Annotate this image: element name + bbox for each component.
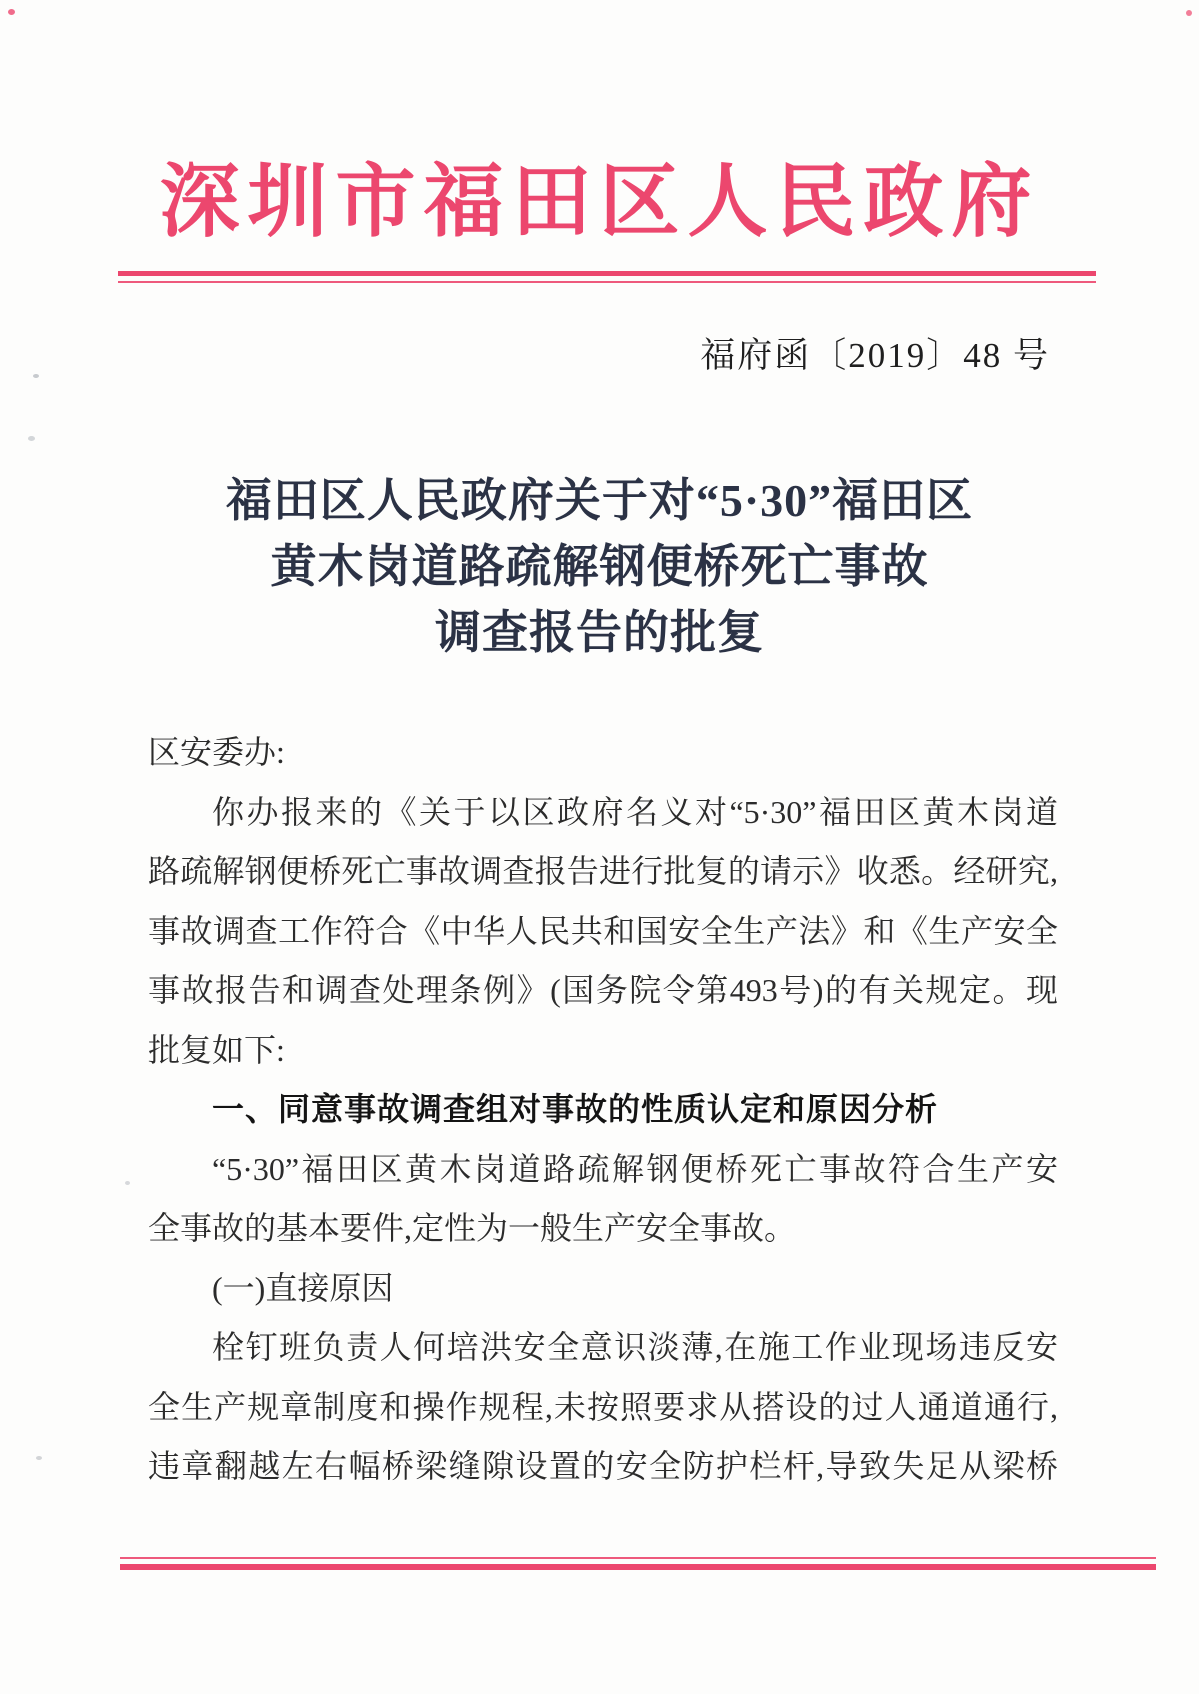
body-line: 栓钉班负责人何培洪安全意识淡薄,在施工作业现场违反安	[212, 1329, 1058, 1365]
letterhead-rule-thin	[118, 281, 1096, 283]
body-line: 事故调查工作符合《中华人民共和国安全生产法》和《生产安全	[148, 912, 1058, 949]
scan-artifact	[8, 9, 15, 15]
doc-title	[50, 468, 1149, 666]
scan-artifact	[33, 374, 39, 378]
footer-rule-thick	[120, 1564, 1156, 1570]
body-line: 你办报来的《关于以区政府名义对“5·30”福田区黄木岗道	[212, 793, 1058, 830]
doc-number: 福府函〔2019〕48 号	[700, 336, 1050, 375]
body-line: 违章翻越左右幅桥梁缝隙设置的安全防护栏杆,导致失足从梁桥	[148, 1448, 1058, 1484]
scan-artifact	[125, 1181, 130, 1185]
body-line: 批复如下:	[148, 1031, 285, 1068]
letterhead-rule-thick	[118, 271, 1096, 276]
body-line: 全生产规章制度和操作规程,未按照要求从搭设的过人通道通行,	[148, 1388, 1058, 1425]
salutation: 区安委办:	[148, 734, 285, 770]
doc-title-line-1: 福田区人民政府关于对“5·30”福田区	[225, 475, 974, 526]
doc-title-line-3: 调查报告的批复	[435, 607, 764, 658]
letterhead-org-name: 深圳市福田区人民政府	[159, 159, 1040, 247]
body-line: 路疏解钢便桥死亡事故调查报告进行批复的请示》收悉。经研究,	[148, 853, 1058, 889]
footer-rule-thin	[120, 1557, 1156, 1559]
scan-artifact	[36, 1456, 42, 1460]
body-line: “5·30”福田区黄木岗道路疏解钢便桥死亡事故符合生产安	[212, 1150, 1058, 1187]
body-line: 事故报告和调查处理条例》(国务院令第493号)的有关规定。现	[148, 972, 1058, 1008]
subsection-heading: (一)直接原因	[212, 1269, 394, 1306]
scan-artifact	[1186, 10, 1192, 16]
scan-artifact	[28, 436, 35, 441]
doc-body	[148, 723, 1058, 1497]
section-heading: 一、同意事故调查组对事故的性质认定和原因分析	[212, 1091, 939, 1127]
doc-title-line-2: 黄木岗道路疏解钢便桥死亡事故	[270, 541, 929, 592]
body-line: 全事故的基本要件,定性为一般生产安全事故。	[148, 1210, 797, 1246]
